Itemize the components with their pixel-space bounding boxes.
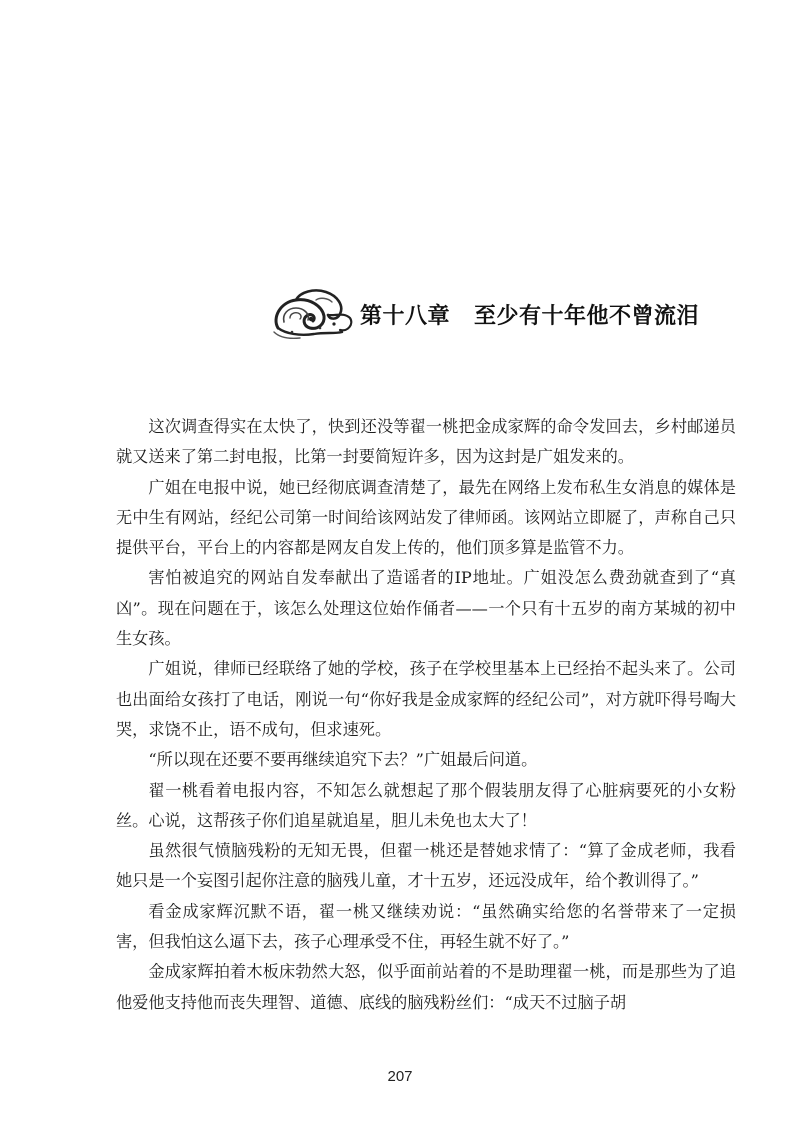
cloud-swirl-icon — [270, 288, 354, 340]
paragraph: 害怕被追究的网站自发奉献出了造谣者的IP地址。广姐没怎么费劲就查到了“真凶”。现在问题在于，该怎么处理这位始作俑者——一个只有十五岁的南方某城的初中生女孩。 — [116, 568, 736, 649]
paragraph: 金成家辉拍着木板床勃然大怒，似乎面前站着的不是助理翟一桃，而是那些为了追他爱他支持他而丧失理智、道德、底线的脑残粉丝们：“成天不过脑子胡 — [116, 962, 736, 1012]
paragraph: 虽然很气愤脑残粉的无知无畏，但翟一桃还是替她求情了：“算了金成老师，我看她只是一个妄图引起你注意的脑残儿童，才十五岁，还远没成年，给个教训得了。” — [116, 841, 736, 891]
paragraph: 这次调查得实在太快了，快到还没等翟一桃把金成家辉的命令发回去，乡村邮递员就又送来了第二封电报，比第一封要简短许多，因为这封是广姐发来的。 — [116, 417, 736, 467]
paragraph: 广姐在电报中说，她已经彻底调查清楚了，最先在网络上发布私生女消息的媒体是无中生有网站，经纪公司第一时间给该网站发了律师函。该网站立即㞞了，声称自己只提供平台，平台上的内容都是网友自发上传的，他们顶多算是监管不力。 — [116, 477, 736, 558]
chapter-title — [360, 299, 699, 330]
chapter-heading — [270, 282, 740, 346]
chapter-title-text: 至少有十年他不曾流泪 — [474, 303, 700, 329]
paragraph: 翟一桃看着电报内容，不知怎么就想起了那个假装朋友得了心脏病要死的小女粉丝。心说，这帮孩子你们追星就追星，胆儿未免也太大了！ — [116, 780, 736, 830]
paragraph: “所以现在还要不要再继续追究下去？”广姐最后问道。 — [148, 750, 538, 770]
paragraph: 看金成家辉沉默不语，翟一桃又继续劝说：“虽然确实给您的名誉带来了一定损害，但我怕这么逼下去，孩子心理承受不住，再轻生就不好了。” — [116, 901, 736, 952]
paragraph: 广姐说，律师已经联络了她的学校，孩子在学校里基本上已经抬不起头来了。公司也出面给女孩打了电话，刚说一句“你好我是金成家辉的经纪公司”，对方就吓得号啕大哭，求饶不止，语不成句，但求速死。 — [116, 659, 736, 739]
body-text — [116, 412, 736, 1018]
page-number: 207 — [387, 1068, 413, 1085]
chapter-number-label: 第十八章 — [360, 303, 451, 329]
